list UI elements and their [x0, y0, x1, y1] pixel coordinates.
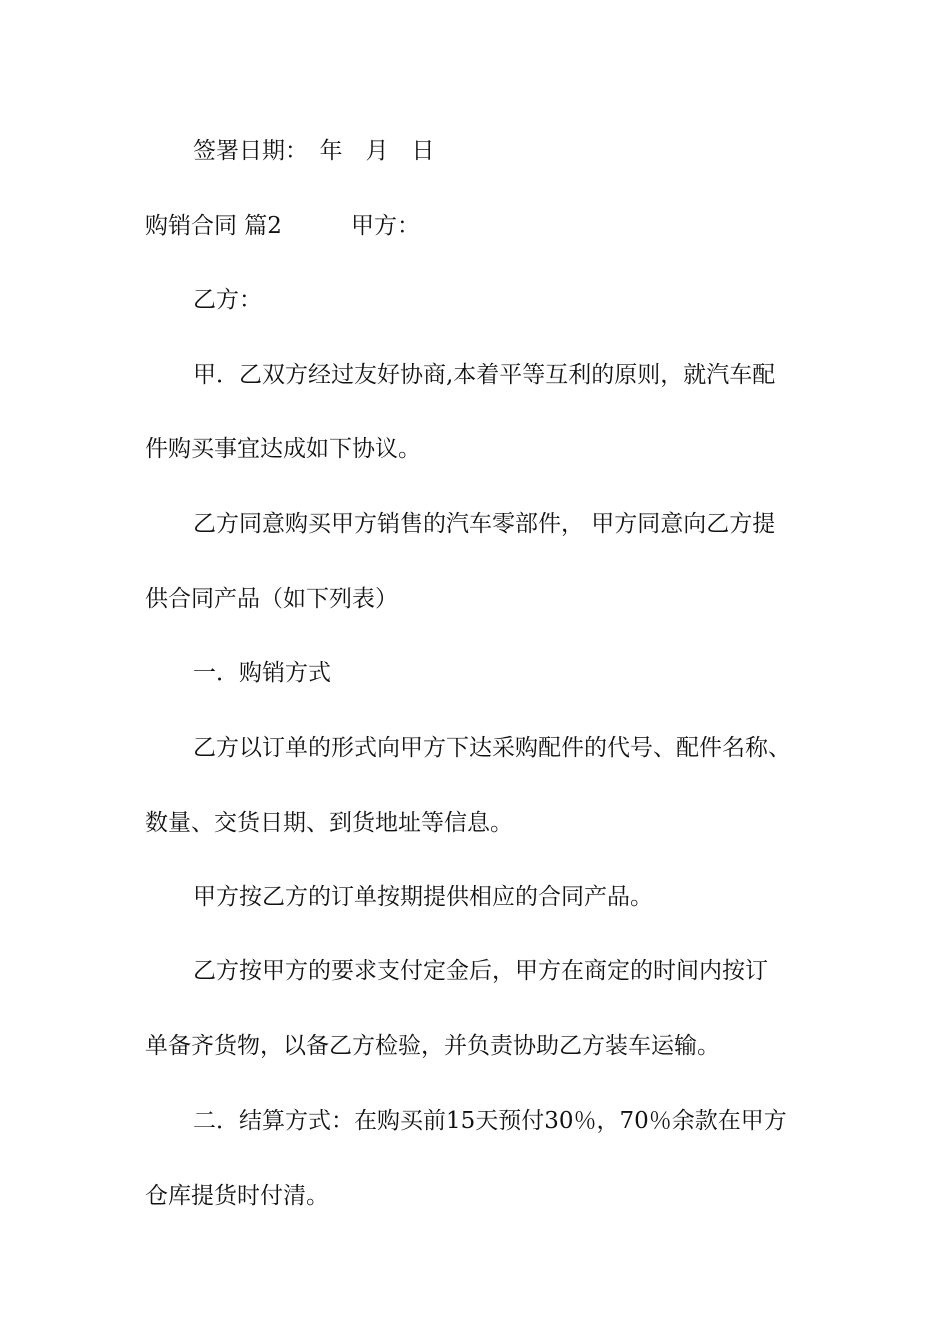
paragraph-line: 甲方按乙方的订单按期提供相应的合同产品。 — [193, 884, 653, 910]
paragraph-line: 乙方同意购买甲方销售的汽车零部件， 甲方同意向乙方提 — [193, 511, 776, 537]
section-heading: 一．购销方式 — [193, 660, 331, 686]
paragraph-line: 供合同产品（如下列表） — [145, 586, 398, 612]
paragraph-line: 甲．乙双方经过友好协商,本着平等互利的原则，就汽车配 — [193, 362, 776, 388]
party-b-line: 乙方： — [193, 287, 262, 313]
section-heading: 二．结算方式：在购买前15天预付30％，70％余款在甲方 — [193, 1108, 787, 1134]
paragraph-line: 乙方按甲方的要求支付定金后，甲方在商定的时间内按订 — [193, 958, 768, 984]
paragraph-line: 数量、交货日期、到货地址等信息。 — [145, 810, 513, 836]
paragraph-line: 乙方以订单的形式向甲方下达采购配件的代号、配件名称、 — [193, 735, 791, 761]
contract-heading-line: 购销合同 篇2 甲方： — [145, 213, 420, 239]
paragraph-line: 仓库提货时付清。 — [145, 1183, 329, 1209]
signing-date-line: 签署日期： 年 月 日 — [193, 138, 435, 164]
paragraph-line: 单备齐货物，以备乙方检验，并负责协助乙方装车运输。 — [145, 1033, 720, 1059]
paragraph-line: 件购买事宜达成如下协议。 — [145, 436, 421, 462]
